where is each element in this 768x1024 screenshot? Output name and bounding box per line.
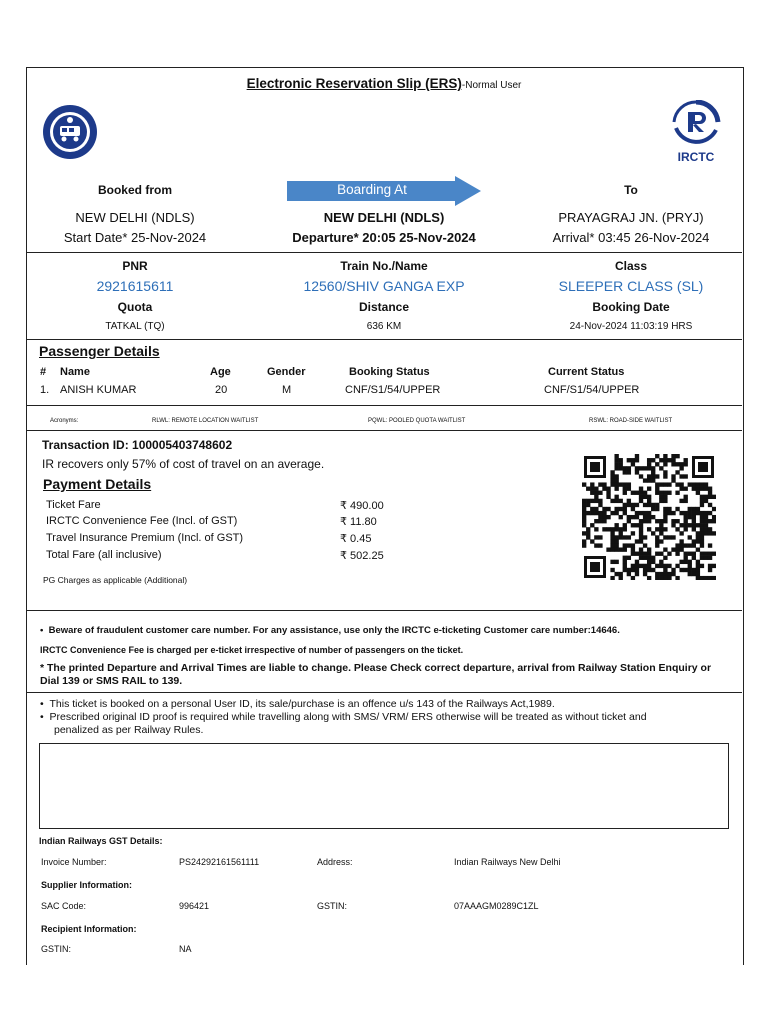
quota-label: Quota — [117, 300, 153, 314]
personal-id-notice — [40, 698, 555, 710]
payment-amount-convenience-fee: ₹ 11.80 — [340, 516, 377, 528]
passenger-current-status: CNF/S1/54/UPPER — [544, 384, 640, 396]
divider — [26, 405, 742, 406]
recipient-gstin-value: NA — [179, 944, 192, 954]
payment-label-total: Total Fare (all inclusive) — [46, 549, 162, 561]
divider — [26, 252, 742, 253]
departure-time: Departure* 20:05 25-Nov-2024 — [292, 230, 476, 245]
gstin-label: GSTIN: — [317, 901, 348, 911]
payment-amount-insurance: ₹ 0.45 — [340, 533, 372, 545]
bullet-icon: • — [40, 711, 50, 723]
fraud-notice-text: Beware of fraudulent customer care number. For any assistance, use only the IRCTC e-ticketing Customer care number:14646. — [48, 625, 620, 636]
to-label: To — [624, 183, 638, 197]
divider — [26, 692, 742, 693]
payment-amount-total: ₹ 502.25 — [340, 550, 384, 562]
advertisement-box — [39, 743, 729, 829]
booking-date-value: 24-Nov-2024 11:03:19 HRS — [569, 321, 693, 332]
col-header-booking-status: Booking Status — [349, 366, 430, 378]
payment-details-heading: Payment Details — [43, 476, 152, 492]
divider — [26, 339, 742, 340]
id-proof-notice — [40, 711, 647, 723]
invoice-value: PS24292161561111 — [179, 857, 260, 867]
quota-value: TATKAL (TQ) — [105, 321, 165, 332]
passenger-num: 1. — [40, 384, 50, 396]
fraud-notice — [40, 625, 620, 636]
class-label: Class — [614, 259, 648, 273]
convenience-notice: IRCTC Convenience Fee is charged per e-ticket irrespective of number of passengers on the ticket. — [40, 645, 464, 655]
qr-code — [582, 454, 716, 580]
col-header-gender: Gender — [267, 366, 306, 378]
arrival-time: Arrival* 03:45 26-Nov-2024 — [552, 230, 710, 245]
supplier-heading: Supplier Information: — [41, 880, 132, 890]
personal-id-notice-text: This ticket is booked on a personal User ID, its sale/purchase is an offence u/s 143 of the Railways Act,1989. — [49, 698, 555, 710]
col-header-num: # — [40, 366, 47, 378]
divider — [26, 610, 742, 611]
address-label: Address: — [317, 857, 353, 867]
payment-amount-ticket-fare: ₹ 490.00 — [340, 500, 384, 512]
class-value: SLEEPER CLASS (SL) — [558, 278, 704, 294]
booked-from-label: Booked from — [97, 183, 172, 197]
irctc-logo-text: IRCTC — [677, 150, 715, 164]
divider — [26, 430, 742, 431]
passenger-age: 20 — [215, 384, 228, 396]
page-title — [0, 76, 768, 91]
sac-label: SAC Code: — [41, 901, 87, 911]
payment-label-convenience-fee: IRCTC Convenience Fee (Incl. of GST) — [46, 515, 238, 527]
booking-date-label: Booking Date — [592, 300, 670, 314]
sac-value: 996421 — [179, 901, 210, 911]
id-proof-notice-text: Prescribed original ID proof is required while travelling along with SMS/ VRM/ ERS otherwise will be treated as without ticket and — [49, 711, 647, 723]
train-value: 12560/SHIV GANGA EXP — [303, 278, 465, 294]
passenger-details-heading: Passenger Details — [39, 343, 160, 359]
acronym-rlwl: RLWL: REMOTE LOCATION WAITLIST — [152, 418, 259, 424]
recipient-heading: Recipient Information: — [41, 924, 137, 934]
col-header-age: Age — [210, 366, 231, 378]
times-notice-line1: * The printed Departure and Arrival Times are liable to change. Please Check correct departure, arrival from Railway Station Enquiry or — [40, 662, 712, 674]
acronym-rswl: RSWL: ROAD-SIDE WAITLIST — [589, 418, 673, 424]
bullet-icon: • — [40, 625, 49, 636]
title-sub: -Normal User — [461, 80, 522, 91]
title-main: Electronic Reservation Slip (ERS) — [246, 76, 462, 91]
recovery-note: IR recovers only 57% of cost of travel on an average. — [42, 457, 325, 471]
distance-value: 636 KM — [366, 321, 402, 332]
col-header-name: Name — [60, 366, 90, 378]
transaction-id: Transaction ID: 100005403748602 — [42, 438, 233, 452]
times-notice-line2: Dial 139 or SMS RAIL to 139. — [40, 675, 183, 687]
pnr-label: PNR — [122, 259, 148, 273]
recipient-gstin-label: GSTIN: — [41, 944, 72, 954]
acronyms-label: Acronyms: — [50, 418, 79, 424]
start-date: Start Date* 25-Nov-2024 — [63, 230, 207, 245]
gstin-value: 07AAAGM0289C1ZL — [454, 901, 539, 911]
pg-charges-note: PG Charges as applicable (Additional) — [43, 575, 188, 585]
irctc-logo — [666, 100, 726, 148]
bullet-icon: • — [40, 698, 50, 710]
from-station: NEW DELHI (NDLS) — [75, 210, 195, 225]
pnr-value: 2921615611 — [96, 278, 174, 294]
passenger-gender: M — [282, 384, 292, 396]
train-label: Train No./Name — [340, 259, 428, 273]
id-proof-notice-line2: penalized as per Railway Rules. — [54, 724, 204, 736]
col-header-current-status: Current Status — [548, 366, 625, 378]
passenger-booking-status: CNF/S1/54/UPPER — [345, 384, 441, 396]
distance-label: Distance — [358, 300, 410, 314]
indian-railways-logo — [40, 104, 100, 160]
gst-heading: Indian Railways GST Details: — [39, 836, 163, 846]
address-value: Indian Railways New Delhi — [454, 857, 561, 867]
boarding-at-label: Boarding At — [337, 182, 407, 197]
payment-label-ticket-fare: Ticket Fare — [46, 499, 101, 511]
boarding-station: NEW DELHI (NDLS) — [323, 210, 445, 225]
payment-label-insurance: Travel Insurance Premium (Incl. of GST) — [46, 532, 244, 544]
passenger-name: ANISH KUMAR — [60, 384, 137, 396]
invoice-label: Invoice Number: — [41, 857, 107, 867]
acronym-pqwl: PQWL: POOLED QUOTA WAITLIST — [368, 418, 466, 424]
to-station: PRAYAGRAJ JN. (PRYJ) — [558, 210, 704, 225]
